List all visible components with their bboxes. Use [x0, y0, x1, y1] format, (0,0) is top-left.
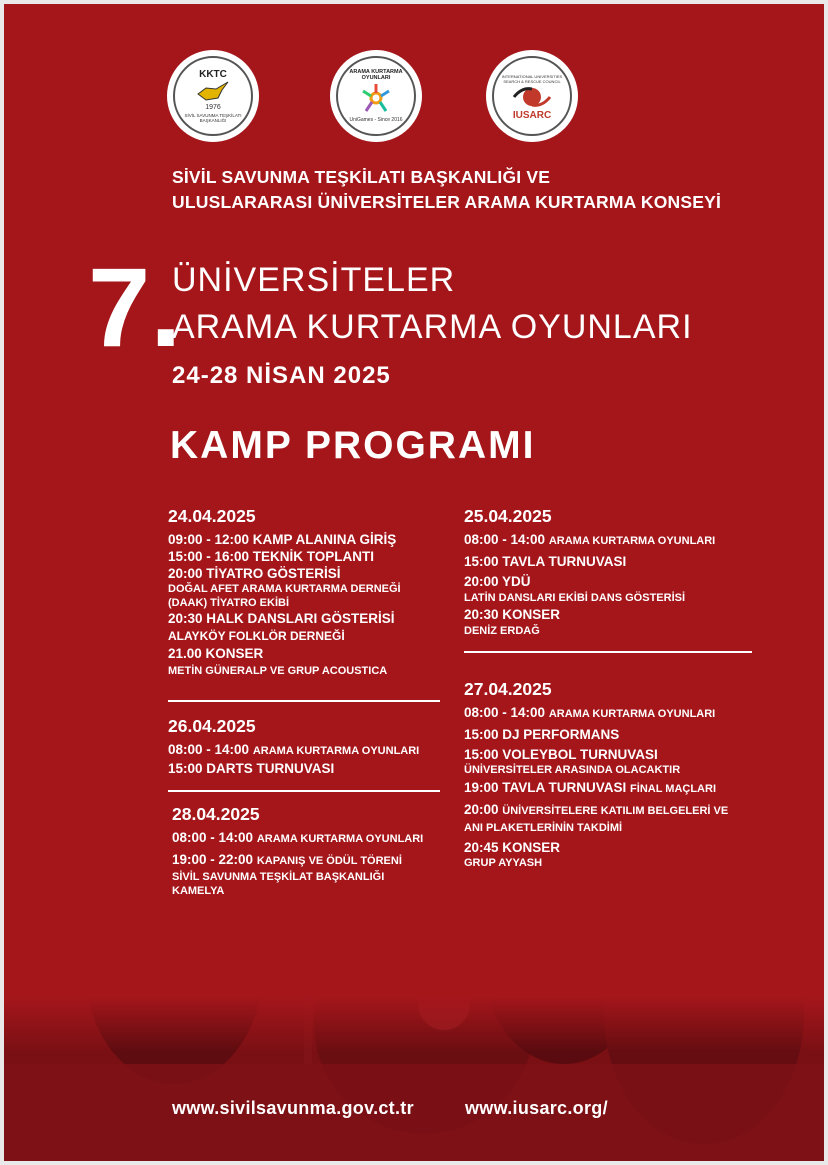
schedule-activity: ARAMA KURTARMA OYUNLARI [252, 745, 420, 757]
divider [168, 700, 440, 702]
schedule-activity: ARAMA KURTARMA OYUNLARI [548, 535, 716, 547]
divider [168, 790, 440, 792]
kktc-logo-title: KKTC [199, 69, 227, 80]
iusarc-logo-ring: INTERNATIONAL UNIVERSITIES SEARCH & RESCUE COUNCIL [501, 73, 563, 84]
day-date: 27.04.2025 [464, 679, 552, 699]
event-title-line-2: ARAMA KURTARMA OYUNLARI [172, 308, 693, 346]
schedule-item: 15:00 TAVLA TURNUVASI [464, 554, 627, 569]
divider [464, 651, 752, 653]
schedule-item: 20:30 KONSER [464, 607, 561, 622]
cyprus-map-icon [196, 80, 230, 102]
schedule-item: 15:00 - 16:00 TEKNİK TOPLANTI [168, 549, 375, 564]
schedule-item: 15:00 DJ PERFORMANS [464, 727, 620, 742]
schedule-item: 15:00 DARTS TURNUVASI [168, 761, 335, 776]
schedule-item: 20:00 TİYATRO GÖSTERİSİ [168, 566, 341, 581]
schedule-time: 20:00 [464, 802, 499, 817]
games-logo-title: ARAMA KURTARMA OYUNLARI [349, 69, 403, 81]
schedule-item [464, 704, 728, 723]
day-date: 24.04.2025 [168, 506, 256, 526]
organizer-line-1: SİVİL SAVUNMA TEŞKİLATI BAŞKANLIĞI VE [172, 167, 551, 187]
schedule-activity: ÜNİVERSİTELERE KATILIM BELGELERİ VE [502, 805, 729, 817]
schedule-activity: KAPANIŞ VE ÖDÜL TÖRENİ [256, 855, 402, 867]
schedule-item: 15:00 VOLEYBOL TURNUVASI [464, 747, 658, 762]
sivilsavunma-website-link[interactable]: www.sivilsavunma.gov.ct.tr [172, 1098, 414, 1118]
schedule-activity: ARAMA KURTARMA OYUNLARI [256, 833, 424, 845]
edition-number: 7. [88, 245, 182, 370]
schedule-activity: FİNAL MAÇLARI [630, 783, 717, 795]
schedule-time: 08:00 - 14:00 [464, 705, 546, 720]
schedule-detail: METİN GÜNERALP VE GRUP ACOUSTICA [168, 665, 388, 677]
schedule-item: 20:45 KONSER [464, 840, 561, 855]
schedule-detail: DOĞAL AFET ARAMA KURTARMA DERNEĞİ [168, 583, 401, 595]
schedule-item [464, 801, 728, 820]
event-title-line-1: ÜNİVERSİTELER [172, 261, 456, 299]
day-24-04-block [168, 506, 401, 680]
iusarc-logo-icon [492, 56, 572, 136]
iusarc-website-link[interactable]: www.iusarc.org/ [465, 1098, 608, 1118]
schedule-time: 19:00 - 22:00 [172, 852, 254, 867]
day-date: 26.04.2025 [168, 716, 256, 736]
schedule-detail: ÜNİVERSİTELER ARASINDA OLACAKTIR [464, 764, 681, 776]
day-28-04-block [172, 804, 423, 898]
schedule-item: 20:30 HALK DANSLARI GÖSTERİSİ [168, 611, 395, 626]
schedule-detail: GRUP AYYASH [464, 857, 543, 869]
kktc-logo-ring: SİVİL SAVUNMA TEŞKİLATI BAŞKANLIĞI [184, 113, 242, 123]
poster [4, 4, 824, 1161]
event-dates: 24-28 NİSAN 2025 [172, 362, 391, 389]
schedule-item [172, 851, 423, 870]
schedule-time: 19:00 TAVLA TURNUVASI [464, 780, 627, 795]
schedule-detail: LATİN DANSLARI EKİBİ DANS GÖSTERİSİ [464, 592, 686, 604]
schedule-time: 08:00 - 14:00 [168, 742, 250, 757]
arama-kurtarma-oyunlari-logo-icon [336, 56, 416, 136]
colorful-people-icon [357, 81, 395, 115]
schedule-item: 21.00 KONSER [168, 646, 264, 661]
schedule-detail: ANI PLAKETLERİNİN TAKDİMİ [464, 822, 623, 834]
day-date: 25.04.2025 [464, 506, 552, 526]
schedule-time: 08:00 - 14:00 [172, 830, 254, 845]
schedule-detail: SİVİL SAVUNMA TEŞKİLAT BAŞKANLIĞI [172, 871, 385, 883]
globe-hands-icon [512, 84, 552, 110]
program-title: KAMP PROGRAMI [170, 424, 536, 467]
day-25-04-block [464, 506, 715, 639]
schedule-detail: (DAAK) TİYATRO EKİBİ [168, 597, 289, 609]
schedule-detail: ALAYKÖY FOLKLÖR DERNEĞİ [168, 629, 345, 643]
kktc-civil-defense-seal-icon [173, 56, 253, 136]
schedule-activity: ARAMA KURTARMA OYUNLARI [548, 708, 716, 720]
schedule-time: 08:00 - 14:00 [464, 532, 546, 547]
schedule-item: 09:00 - 12:00 KAMP ALANINA GİRİŞ [168, 532, 397, 547]
schedule-item [172, 829, 423, 848]
organizer-line-2: ULUSLARARASI ÜNİVERSİTELER ARAMA KURTARMA KONSEYİ [172, 192, 722, 212]
schedule-item: 20:00 YDÜ [464, 574, 531, 589]
games-logo [330, 50, 422, 142]
iusarc-logo [486, 50, 578, 142]
schedule-detail: DENİZ ERDAĞ [464, 625, 540, 637]
kktc-logo-year: 1976 [205, 104, 221, 111]
day-27-04-block [464, 679, 728, 870]
day-26-04-block [168, 716, 419, 777]
kktc-logo [167, 50, 259, 142]
schedule-item [464, 531, 715, 550]
iusarc-logo-title: IUSARC [512, 109, 552, 121]
games-logo-ring: UniGames - Since 2016 [349, 117, 403, 123]
schedule-detail: KAMELYA [172, 885, 225, 897]
schedule-item [168, 741, 419, 760]
day-date: 28.04.2025 [172, 804, 260, 824]
schedule-item [464, 779, 728, 798]
